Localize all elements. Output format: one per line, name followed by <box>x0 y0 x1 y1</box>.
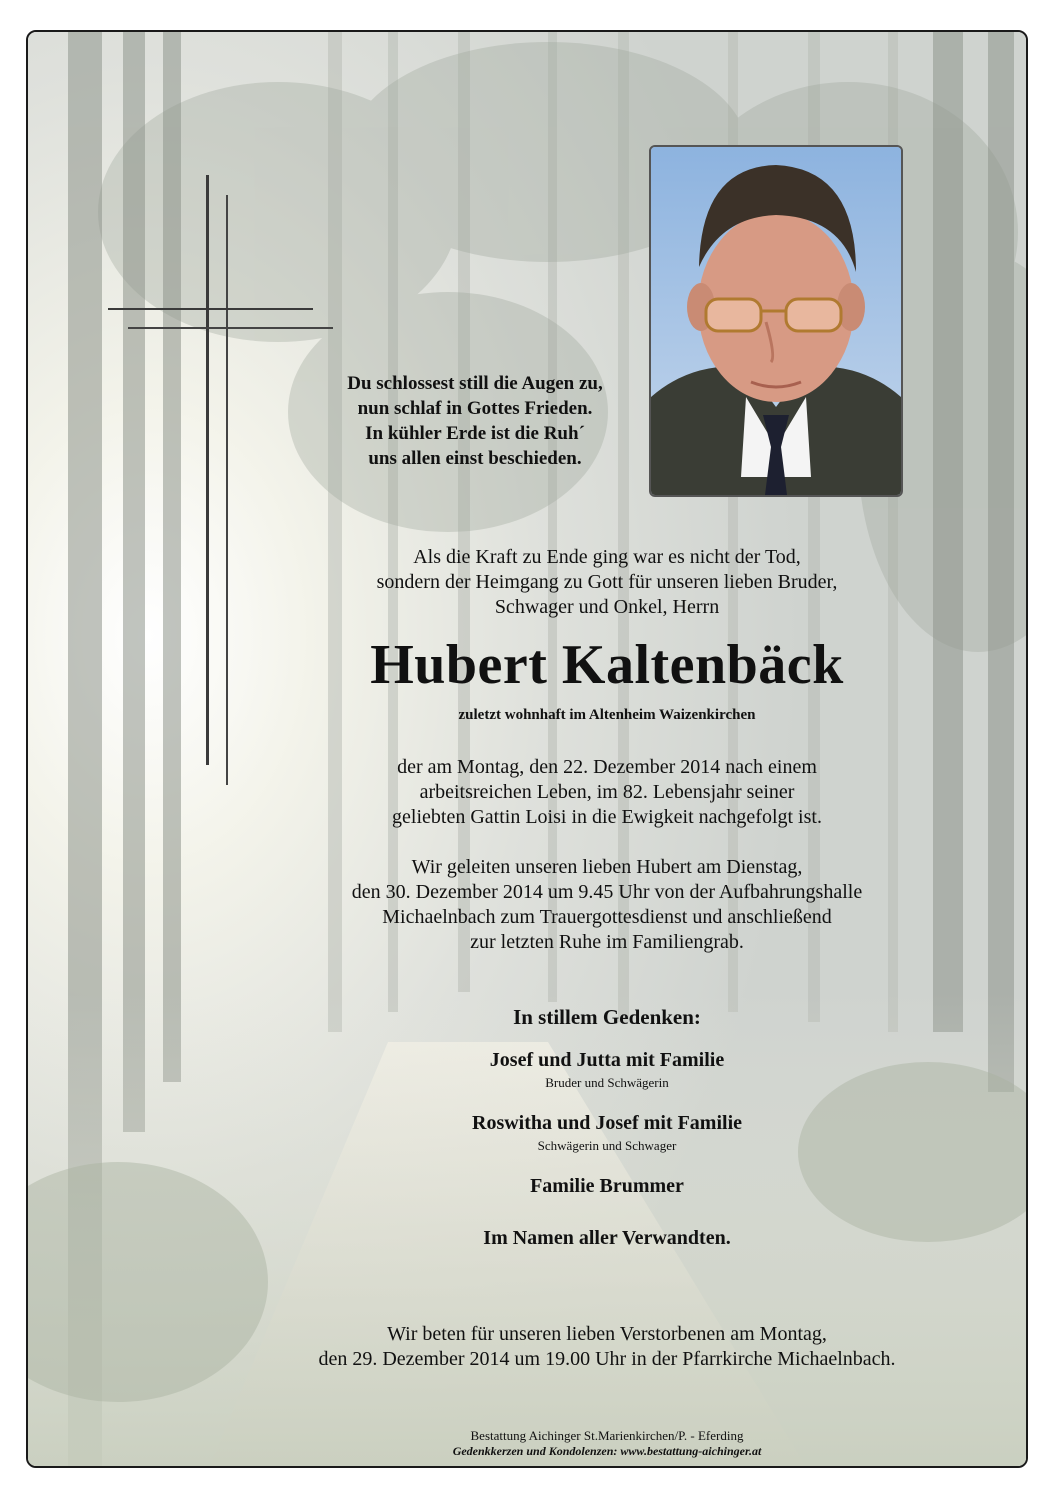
cross-horizontal-bar-shadow <box>128 327 333 329</box>
mourner-family-name: Roswitha und Josef mit Familie <box>472 1112 742 1134</box>
funeral-info <box>290 855 924 955</box>
intro-text <box>300 545 914 620</box>
deceased-residence: zuletzt wohnhaft im Altenheim Waizenkirchen <box>458 707 756 723</box>
death-line: der am Montag, den 22. Dezember 2014 nach einem <box>397 756 817 778</box>
mourners-closing: Im Namen aller Verwandten. <box>483 1227 731 1249</box>
funeral-line: Wir geleiten unseren lieben Hubert am Dienstag, <box>411 856 803 878</box>
memorial-verse <box>300 371 650 471</box>
verse-line: nun schlaf in Gottes Frieden. <box>357 398 593 419</box>
funeral-line: zur letzten Ruhe im Familiengrab. <box>470 931 744 953</box>
deceased-name: Hubert Kaltenbäck <box>370 634 844 696</box>
mourner-family-relation: Schwägerin und Schwager <box>537 1138 677 1153</box>
intro-line: sondern der Heimgang zu Gott für unseren lieben Bruder, <box>376 571 838 593</box>
death-line: geliebten Gattin Loisi in die Ewigkeit nachgefolgt ist. <box>392 806 822 828</box>
funeral-line: Michaelnbach zum Trauergottesdienst und anschließend <box>382 906 832 928</box>
mourner-family-relation: Bruder und Schwägerin <box>545 1075 669 1090</box>
mourner-family-name: Familie Brummer <box>530 1175 684 1197</box>
verse-line: In kühler Erde ist die Ruh´ <box>365 423 585 444</box>
prayer-info <box>200 1322 1014 1372</box>
funeral-line: den 30. Dezember 2014 um 9.45 Uhr von der Aufbahrungshalle <box>351 881 863 903</box>
mourner-family-name: Josef und Jutta mit Familie <box>489 1049 725 1071</box>
intro-line: Schwager und Onkel, Herrn <box>494 596 720 618</box>
cross-vertical-bar <box>206 175 209 765</box>
verse-line: uns allen einst beschieden. <box>368 448 582 469</box>
cross-vertical-bar-shadow <box>226 195 228 785</box>
cross-horizontal-bar <box>108 308 313 310</box>
mourners-heading: In stillem Gedenken: <box>513 1005 701 1029</box>
death-line: arbeitsreichen Leben, im 82. Lebensjahr seiner <box>419 781 795 803</box>
prayer-line: Wir beten für unseren lieben Verstorbenen am Montag, <box>387 1323 827 1345</box>
death-notice <box>300 755 914 830</box>
footer-website[interactable]: Gedenkkerzen und Kondolenzen: www.bestattung-aichinger.at <box>452 1444 762 1458</box>
verse-line: Du schlossest still die Augen zu, <box>347 373 603 394</box>
footer-company: Bestattung Aichinger St.Marienkirchen/P. - Eferding <box>470 1428 744 1443</box>
portrait-photo <box>649 145 903 497</box>
intro-line: Als die Kraft zu Ende ging war es nicht der Tod, <box>413 546 801 568</box>
prayer-line: den 29. Dezember 2014 um 19.00 Uhr in der Pfarrkirche Michaelnbach. <box>318 1348 896 1370</box>
